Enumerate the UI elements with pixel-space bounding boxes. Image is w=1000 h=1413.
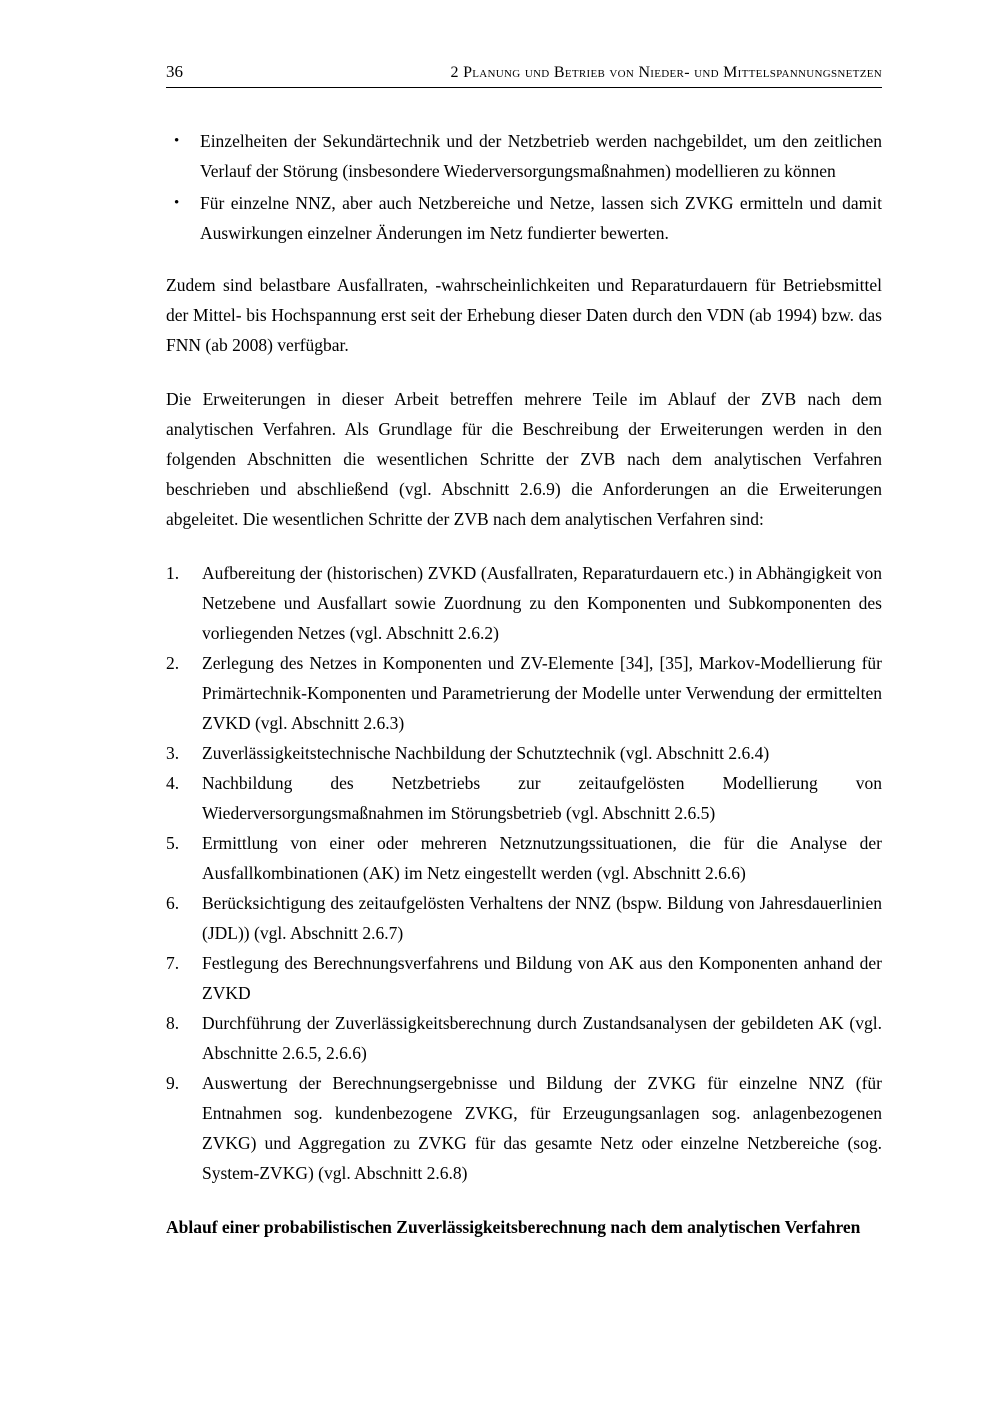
- bullet-item: [166, 188, 882, 248]
- running-header-title: 2 Planung und Betrieb von Nieder- und Mittelspannungsnetzen: [450, 64, 882, 81]
- bullet-text: Für einzelne NNZ, aber auch Netzbereiche und Netze, lassen sich ZVKG ermitteln und damit Auswirkungen einzelner Änderungen im Netz fundierter bewerten.: [200, 193, 882, 243]
- item-text: Auswertung der Berechnungsergebnisse und Bildung der ZVKG für einzelne NNZ (für Entnahmen sog. kundenbezogene ZVKG, für Erzeugungsanlagen sog. anlagenbezogenen ZVKG) und Aggregation zu ZVKG für das gesamte Netz oder einzelne Netzbereiche (sog. System-ZVKG) (vgl. Abschnitt 2.6.8): [202, 1073, 882, 1183]
- numbered-item: [166, 558, 882, 648]
- body-text: [166, 126, 882, 1242]
- item-text: Nachbildung des Netzbetriebs zur zeitaufgelösten Modellierung von Wiederversorgungsmaßnahmen im Störungsbetrieb (vgl. Abschnitt 2.6.5): [202, 773, 882, 823]
- numbered-item: [166, 738, 882, 768]
- numbered-item: [166, 648, 882, 738]
- item-text: Festlegung des Berechnungsverfahrens und Bildung von AK aus den Komponenten anhand der ZVKD: [202, 953, 882, 1003]
- item-number: 9.: [166, 1073, 180, 1093]
- item-text: Zuverlässigkeitstechnische Nachbildung der Schutztechnik (vgl. Abschnitt 2.6.4): [202, 743, 770, 763]
- running-header: [166, 62, 882, 88]
- item-number: 4.: [166, 773, 180, 793]
- item-text: Berücksichtigung des zeitaufgelösten Verhaltens der NNZ (bspw. Bildung von Jahresdauerlinien (JDL)) (vgl. Abschnitt 2.6.7): [202, 893, 882, 943]
- bullet-icon: •: [174, 195, 180, 211]
- item-number: 6.: [166, 893, 180, 913]
- item-number: 5.: [166, 833, 180, 853]
- numbered-item: [166, 1068, 882, 1188]
- item-number: 2.: [166, 653, 180, 673]
- item-number: 3.: [166, 743, 180, 763]
- item-text: Ermittlung von einer oder mehreren Netznutzungssituationen, die für die Analyse der Ausfallkombinationen (AK) im Netz eingestellt werden (vgl. Abschnitt 2.6.6): [202, 833, 882, 883]
- item-text: Durchführung der Zuverlässigkeitsberechnung durch Zustandsanalysen der gebildeten AK (vgl. Abschnitte 2.6.5, 2.6.6): [202, 1013, 882, 1063]
- paragraph: Zudem sind belastbare Ausfallraten, -wahrscheinlichkeiten und Reparaturdauern für Betriebsmittel der Mittel- bis Hochspannung erst seit der Erhebung dieser Daten durch den VDN (ab 1994) bzw. das FNN (ab 2008) verfügbar.: [166, 275, 882, 355]
- bullet-text: Einzelheiten der Sekundärtechnik und der Netzbetrieb werden nachgebildet, um den zeitlichen Verlauf der Störung (insbesondere Wiederversorgungsmaßnahmen) modellieren zu können: [200, 131, 882, 181]
- bullet-list: [166, 126, 882, 248]
- numbered-item: [166, 948, 882, 1008]
- item-text: Zerlegung des Netzes in Komponenten und ZV-Elemente [34], [35], Markov-Modellierung für Primärtechnik-Komponenten und Parametrierung der Modelle unter Verwendung der ermittelten ZVKD (vgl. Abschnitt 2.6.3): [202, 653, 882, 733]
- item-text: Aufbereitung der (historischen) ZVKD (Ausfallraten, Reparaturdauern etc.) in Abhängigkeit von Netzebene und Ausfallart sowie Zuordnung zu den Komponenten und Subkomponenten des vorliegenden Netzes (vgl. Abschnitt 2.6.2): [202, 563, 882, 643]
- item-number: 1.: [166, 563, 180, 583]
- section-heading: Ablauf einer probabilistischen Zuverlässigkeitsberechnung nach dem analytischen Verfahren: [166, 1217, 861, 1237]
- page-number: 36: [166, 62, 183, 81]
- bullet-item: [166, 126, 882, 186]
- numbered-item: [166, 888, 882, 948]
- item-number: 8.: [166, 1013, 180, 1033]
- numbered-item: [166, 768, 882, 828]
- numbered-item: [166, 1008, 882, 1068]
- paragraph: Die Erweiterungen in dieser Arbeit betreffen mehrere Teile im Ablauf der ZVB nach dem analytischen Verfahren. Als Grundlage für die Beschreibung der Erweiterungen werden in den folgenden Abschnitten die wesentlichen Schritte der ZVB nach dem analytischen Verfahren beschrieben und abschließend (vgl. Abschnitt 2.6.9) die Anforderungen an die Erweiterungen abgeleitet. Die wesentlichen Schritte der ZVB nach dem analytischen Verfahren sind:: [166, 389, 882, 529]
- numbered-item: [166, 828, 882, 888]
- numbered-list: [166, 558, 882, 1188]
- item-number: 7.: [166, 953, 180, 973]
- bullet-icon: •: [174, 133, 180, 149]
